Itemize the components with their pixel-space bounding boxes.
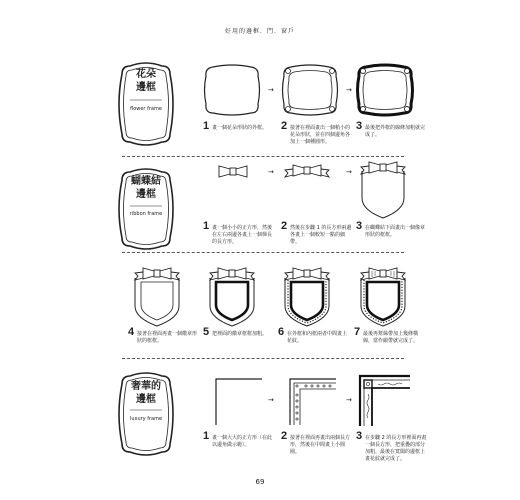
section-divider: [122, 156, 404, 157]
luxury-label-cn-line2: 邊框: [136, 394, 156, 405]
luxury-frame-label-card: [116, 370, 176, 458]
ribbon-step2-figure: [283, 163, 331, 181]
step-text: 畫一個花朵形狀的外框。: [212, 125, 268, 131]
step-text: 在步驟 2 的長方形裡面再畫一個長方形，把重疊的部分加粗。最後在寬闊的邊框上畫花紋就完成了。: [365, 435, 427, 462]
flower-arrow-2: →: [346, 86, 352, 94]
luxury-label-cn-line1: 奢華的: [131, 381, 161, 392]
ribbon-label-en: ribbon frame: [129, 211, 163, 217]
running-header: 好用的邊框．門．窗戶: [224, 28, 295, 35]
section-divider: [122, 252, 404, 253]
step-number: 2: [281, 220, 288, 232]
section-divider: [122, 358, 404, 359]
step-number: 3: [356, 220, 363, 232]
luxury-step2-figure: [286, 375, 338, 427]
ribbon-label-cn-line2: 邊框: [136, 189, 156, 200]
luxury-label-en: luxury frame: [129, 416, 163, 422]
luxury-arrow-1: →: [268, 396, 274, 404]
step-number: 4: [128, 326, 135, 338]
step-text: 接著在裡面畫出一個稍小的花朵形狀，並在四個邊角各加上一個種圓形。: [290, 125, 351, 145]
step-text: 把裡面的徽章框框加粗。: [212, 331, 268, 337]
step-number: 3: [356, 430, 363, 442]
step-number: 1: [203, 120, 210, 132]
luxury-step1-figure: [212, 375, 264, 427]
flower-step3-figure: [356, 63, 414, 117]
step-number: 1: [203, 220, 210, 232]
flower-frame-label-card: [116, 60, 176, 148]
ribbon-frame-label-card: [116, 166, 176, 252]
flower-step1-figure: [203, 63, 261, 117]
step-text: 畫一個大大的正方形（在此以邊角做示範）。: [212, 435, 273, 448]
ribbon-step3-figure: [356, 160, 410, 220]
step-text: 在外框和內框兩者中間畫上花紋。: [287, 331, 348, 344]
luxury-arrow-2: →: [346, 396, 352, 404]
ribbon-step7-figure: [354, 266, 412, 328]
ribbon-step6-figure: [278, 266, 336, 328]
ribbon-step4-figure: [128, 266, 186, 328]
ribbon-step5-figure: [203, 266, 261, 328]
flower-label-cn-line1: 花朵: [136, 69, 156, 80]
step-number: 6: [278, 326, 285, 338]
step-text: 接著在裡面再畫一個徽章形狀的框框。: [137, 331, 198, 344]
step-number: 3: [356, 120, 363, 132]
ribbon-arrow-1: →: [268, 168, 274, 176]
page-number: 69: [255, 478, 265, 486]
step-text: 在蝴蝶結下面畫出一個像章形狀的框框。: [365, 225, 426, 238]
ribbon-label-cn-line1: 蝴蝶結: [131, 176, 161, 187]
flower-label-en: flower frame: [130, 106, 162, 112]
step-number: 5: [203, 326, 210, 338]
step-number: 2: [281, 120, 288, 132]
flower-step2-figure: [281, 63, 339, 117]
step-text: 畫一個小小的正方形，然後在左右兩邊各畫上一個梯長的長方形。: [212, 225, 273, 245]
flower-arrow-1: →: [268, 86, 274, 94]
step-number: 7: [354, 326, 361, 338]
step-text: 最後把外框的線條加粗就完成了。: [365, 125, 426, 138]
ribbon-arrow-2: →: [346, 168, 352, 176]
ribbon-step1-figure: [216, 165, 250, 179]
step-text: 最後再幫絲帶加上幾條橫線，當作緞帶就完成了。: [363, 331, 419, 344]
step-number: 2: [281, 430, 288, 442]
flower-label-cn-line2: 邊框: [136, 82, 156, 93]
step-text: 然後在步驟 1 的長方形兩邊各畫上一個較短一點的細帶。: [290, 225, 352, 245]
step-number: 1: [203, 430, 210, 442]
step-text: 接著在裡面再畫出兩個長方形，然後在中間畫上小圓圈。: [290, 435, 351, 455]
luxury-step3-figure: [356, 372, 412, 428]
